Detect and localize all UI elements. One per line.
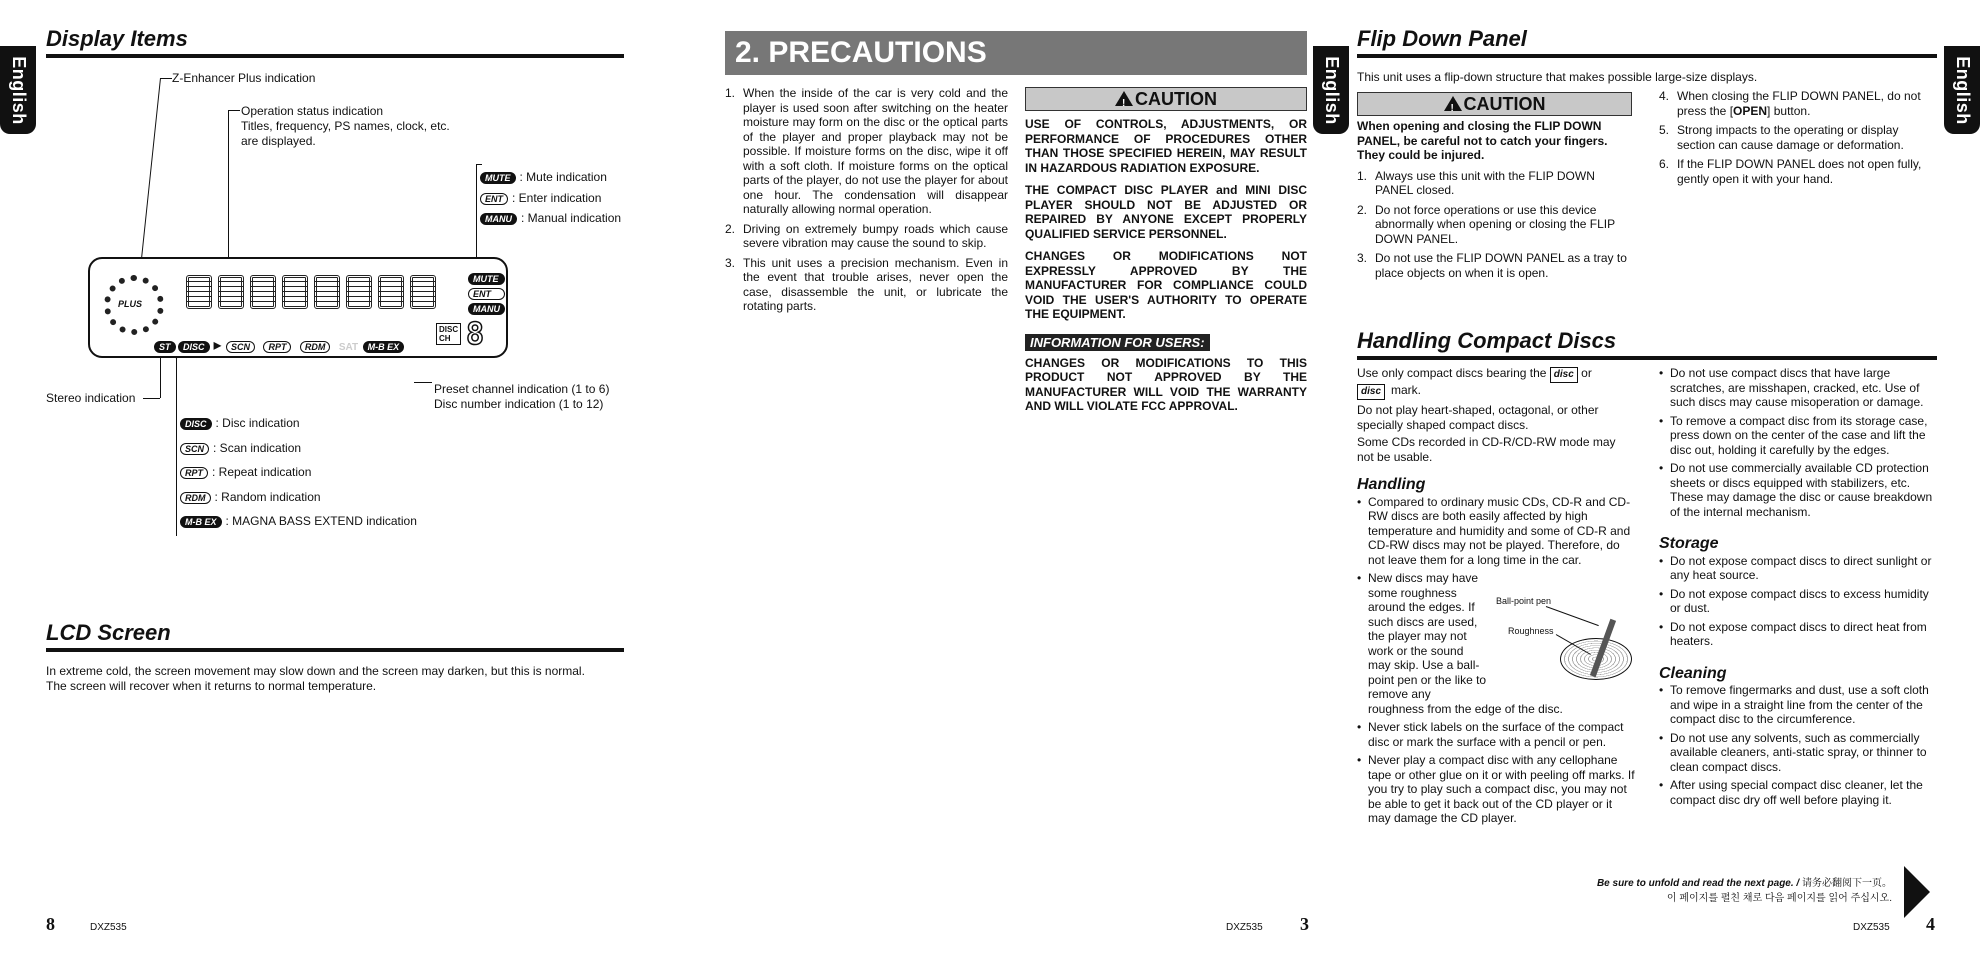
- handling-right-column: [1659, 366, 1939, 811]
- caution-box: !CAUTION USE OF CONTROLS, ADJUSTMENTS, OR PERFORMANCE OF PROCEDURES OTHER THAN THOSE SPECIFIED HEREIN, MAY RESULT IN HAZARDOUS RADIATION EXPOSURE. THE COMPACT DISC PLAYER and MINI DISC PLAYER SHOULD NOT BE ADJUSTED OR REPAIRED BY ANYONE EXCEPT PROPERLY QUALIFIED SERVICE PERSONNEL. CHANGES OR MODIFICATIONS NOT EXPRESSLY APPROVED BY THE MANUFACTURER FOR COMPLIANCE COULD VOID THE USER'S AUTHORITY TO OPERATE THE EQUIPMENT. INFORMATION FOR USERS: CHANGES OR MODIFICATIONS TO THIS PRODUCT NOT APPROVED BY THE MANUFACTURER WILL VOID THE WARRANTY AND WILL VIOLATE FCC APPROVAL.: [1025, 87, 1307, 414]
- language-tab: English: [1313, 46, 1349, 134]
- section-title-display-items: Display Items: [46, 26, 624, 58]
- list-item: • To remove a compact disc from its storage case, press down on the center of the case and lift the disc out, holding it carefully by the edges.: [1659, 414, 1939, 458]
- disc-deburring-figure: [1490, 596, 1640, 716]
- segment-digit: [410, 275, 436, 309]
- handling-left-column: Use only compact discs bearing the disc or disc mark. Do not play heart-shaped, octagonal, or other specially shaped compact discs. Some CDs recorded in CD-R/CD-RW mode may not be usable. Handling • Compared to ordinary music CDs, CD-R and CD-RW discs are both easily affected by high temperature and humidity and some of CD-R and CD-RW discs may not be played. Therefore, do not leave them for a long time in the car. • New discs may have some roughness around the edges. If such discs are used, the player may not work or the sound may skip. Use a ball-point pen or the like to remove any roughness from the edge of the disc. • Never stick labels on the surface of the compact disc or mark the surface with a pencil or pen. • Never play a compact disc with any cellophane tape or other glue on it or with peeling off marks. If you try to play such a compact disc, you may not be able to get it back out of the CD player or it may damage the CD player.: [1357, 366, 1635, 830]
- lcd-screen-text: In extreme cold, the screen movement may slow down and the screen may darken, but this is normal. The screen will recover when it returns to normal temperature.: [46, 664, 585, 693]
- list-item: • Never play a compact disc with any cellophane tape or other glue on it or with peeling off marks. If you try to play such a compact disc, you may not be able to get it back out of the CD player or it may damage the CD player.: [1357, 753, 1635, 826]
- list-item: • Do not use commercially available CD protection sheets or discs equipped with stabilizers, etc. These may damage the disc or cause breakdown of the internal mechanism.: [1659, 461, 1939, 519]
- segment-digit: [282, 275, 308, 309]
- disc-ch-badge: DISC CH: [436, 323, 461, 345]
- segment-digit: [250, 275, 276, 309]
- page-number: 3: [1300, 914, 1309, 934]
- list-item: 4. When closing the FLIP DOWN PANEL, do not press the [OPEN] button.: [1659, 89, 1921, 118]
- segment-digit: [346, 275, 372, 309]
- list-item: • Do not expose compact discs to direct heat from heaters.: [1659, 620, 1939, 649]
- warning-icon: [1444, 96, 1462, 111]
- subheading-handling: Handling: [1357, 476, 1426, 493]
- model-number: DXZ535: [90, 922, 127, 933]
- subheading-storage: Storage: [1659, 535, 1719, 552]
- list-item: • Do not expose compact discs to direct sunlight or any heat source.: [1659, 554, 1939, 583]
- flip-down-left: !CAUTION When opening and closing the FLIP DOWN PANEL, be careful not to catch your fingers. They could be injured. 1. Always use this unit with the FLIP DOWN PANEL closed. 2. Do not force operations or use this device abnormally when opening or closing the FLIP DOWN PANEL. 3. Do not use the FLIP DOWN PANEL as a tray to place objects on when it is open.: [1357, 92, 1632, 285]
- manu-badge: MANU: [468, 303, 505, 315]
- operation-status-label: Operation status indication Titles, frequency, PS names, clock, etc. are displayed.: [241, 104, 450, 148]
- list-item: • Do not expose compact discs to excess humidity or dust.: [1659, 587, 1939, 616]
- list-item: 3. This unit uses a precision mechanism. Even in the event that trouble arises, never open the case, disassemble the unit, or lubricate the rotating parts.: [725, 255, 1008, 313]
- segment-digit: [378, 275, 404, 309]
- language-tab: English: [1944, 46, 1980, 134]
- legend-item: SCN : Scan indication: [180, 441, 417, 456]
- caution-header: !CAUTION: [1025, 87, 1307, 111]
- list-item: • Never stick labels on the surface of the compact disc or mark the surface with a pencil or pen.: [1357, 720, 1635, 749]
- ent-badge: ENT: [468, 288, 505, 300]
- list-item: 2. Do not force operations or use this device abnormally when opening or closing the FLIP DOWN PANEL.: [1357, 202, 1615, 246]
- mute-badge: MUTE: [468, 273, 505, 285]
- model-number: DXZ535: [1226, 922, 1263, 933]
- stereo-label: Stereo indication: [46, 391, 136, 405]
- next-page-arrow-icon: [1904, 866, 1930, 918]
- compact-disc-logo: disc: [1550, 367, 1578, 383]
- flip-down-right: [1659, 89, 1929, 191]
- legend-item: RDM : Random indication: [180, 490, 417, 505]
- right-legend: [480, 170, 621, 226]
- list-item: • New discs may have some roughness around the edges. If such discs are used, the player may not work or the sound may skip. Use a ball-point pen or the like to remove any roughness from the edge of the disc.: [1357, 571, 1635, 716]
- section-title-lcd-screen: LCD Screen: [46, 620, 624, 652]
- section-title-handling-cd: Handling Compact Discs: [1357, 328, 1937, 360]
- precautions-list: [725, 86, 1008, 319]
- preset-label: Preset channel indication (1 to 6) Disc number indication (1 to 12): [434, 382, 610, 411]
- model-number: DXZ535: [1853, 922, 1890, 933]
- legend-item: MUTE : Mute indication: [480, 170, 621, 185]
- lcd-display-illustration: [88, 257, 508, 358]
- legend-item: M-B EX : MAGNA BASS EXTEND indication: [180, 514, 417, 529]
- segment-digit: [314, 275, 340, 309]
- fig-label-pen: Ball-point pen: [1496, 596, 1552, 606]
- z-enhancer-label: Z-Enhancer Plus indication: [172, 71, 316, 85]
- list-item: • Compared to ordinary music CDs, CD-R and CD-RW discs are both easily affected by high temperature and humidity and some of CD-R and CD-RW discs may not be played. Therefore, do not leave them for a long time in the car.: [1357, 495, 1635, 568]
- lcd-bottom-badges: DISC ▸ SCN RPT RDM SAT M-B EX: [178, 335, 408, 355]
- mute-badge: MUTE: [480, 172, 516, 184]
- info-header: INFORMATION FOR USERS:: [1025, 334, 1210, 351]
- page-number: 4: [1926, 914, 1935, 934]
- list-item: 5. Strong impacts to the operating or display section can cause damage or deformation.: [1659, 123, 1904, 152]
- subheading-cleaning: Cleaning: [1659, 664, 1727, 682]
- legend-item: ENT : Enter indication: [480, 191, 621, 206]
- info-text: CHANGES OR MODIFICATIONS TO THIS PRODUCT NOT APPROVED BY THE MANUFACTURER WILL VOID THE WARRANTY AND WILL VIOLATE FCC APPROVAL.: [1025, 355, 1307, 413]
- next-page-note: Be sure to unfold and read the next page. / 请务必翻阅下一页。 이 페이지를 펼친 채로 다음 페이지를 읽어 주십시오.: [1596, 878, 1892, 904]
- lcd-right-badges: [468, 273, 509, 315]
- legend-item: DISC : Disc indication: [180, 416, 417, 431]
- plus-label: PLUS: [118, 299, 143, 309]
- st-badge: ST: [154, 337, 180, 355]
- preset-digit: 8: [466, 317, 485, 352]
- section-title-flip-down: Flip Down Panel: [1357, 26, 1937, 58]
- caution-header: !CAUTION: [1357, 92, 1632, 116]
- segment-digits: [186, 275, 442, 314]
- manu-badge: MANU: [480, 213, 517, 225]
- compact-disc-logo: disc: [1357, 384, 1385, 400]
- bottom-legend: [180, 416, 417, 529]
- list-item: • Do not use any solvents, such as commercially available cleaners, anti-static spray, or thinner to clean compact discs.: [1659, 731, 1939, 775]
- legend-item: RPT : Repeat indication: [180, 465, 417, 480]
- segment-digit: [186, 275, 212, 309]
- list-item: • To remove fingermarks and dust, use a soft cloth and wipe in a straight line from the center of the compact disc to the circumference.: [1659, 683, 1939, 727]
- warning-icon: [1115, 91, 1133, 106]
- legend-item: MANU : Manual indication: [480, 211, 621, 226]
- language-tab: English: [0, 46, 36, 134]
- precautions-header: 2. PRECAUTIONS: [725, 31, 1307, 75]
- segment-digit: [218, 275, 244, 309]
- list-item: 3. Do not use the FLIP DOWN PANEL as a tray to place objects on when it is open.: [1357, 251, 1627, 280]
- page-number: 8: [46, 914, 55, 934]
- ent-badge: ENT: [480, 193, 508, 205]
- list-item: • Do not use compact discs that have large scratches, are misshapen, cracked, etc. Use of such discs may cause misoperation or damage.: [1659, 366, 1939, 410]
- list-item: • After using special compact disc cleaner, let the compact disc dry off well before playing it.: [1659, 778, 1939, 807]
- list-item: 1. When the inside of the car is very cold and the player is used soon after switching on the heater moisture may form on the disc or the optical parts of the player and proper playback may not be possible. If moisture forms on the disc, wipe it off with a soft cloth. If moisture forms on the optical parts of the player, do not use the player for about one hour. The condensation will disappear naturally allowing normal operation.: [725, 86, 1008, 216]
- list-item: 6. If the FLIP DOWN PANEL does not open fully, gently open it with your hand.: [1659, 157, 1922, 186]
- list-item: 2. Driving on extremely bumpy roads which cause severe vibration may cause the sound to skip.: [725, 221, 1008, 250]
- list-item: 1. Always use this unit with the FLIP DOWN PANEL closed.: [1357, 168, 1595, 197]
- fig-label-roughness: Roughness: [1508, 626, 1554, 636]
- flip-down-intro: This unit uses a flip-down structure that makes possible large-size displays.: [1357, 70, 1758, 84]
